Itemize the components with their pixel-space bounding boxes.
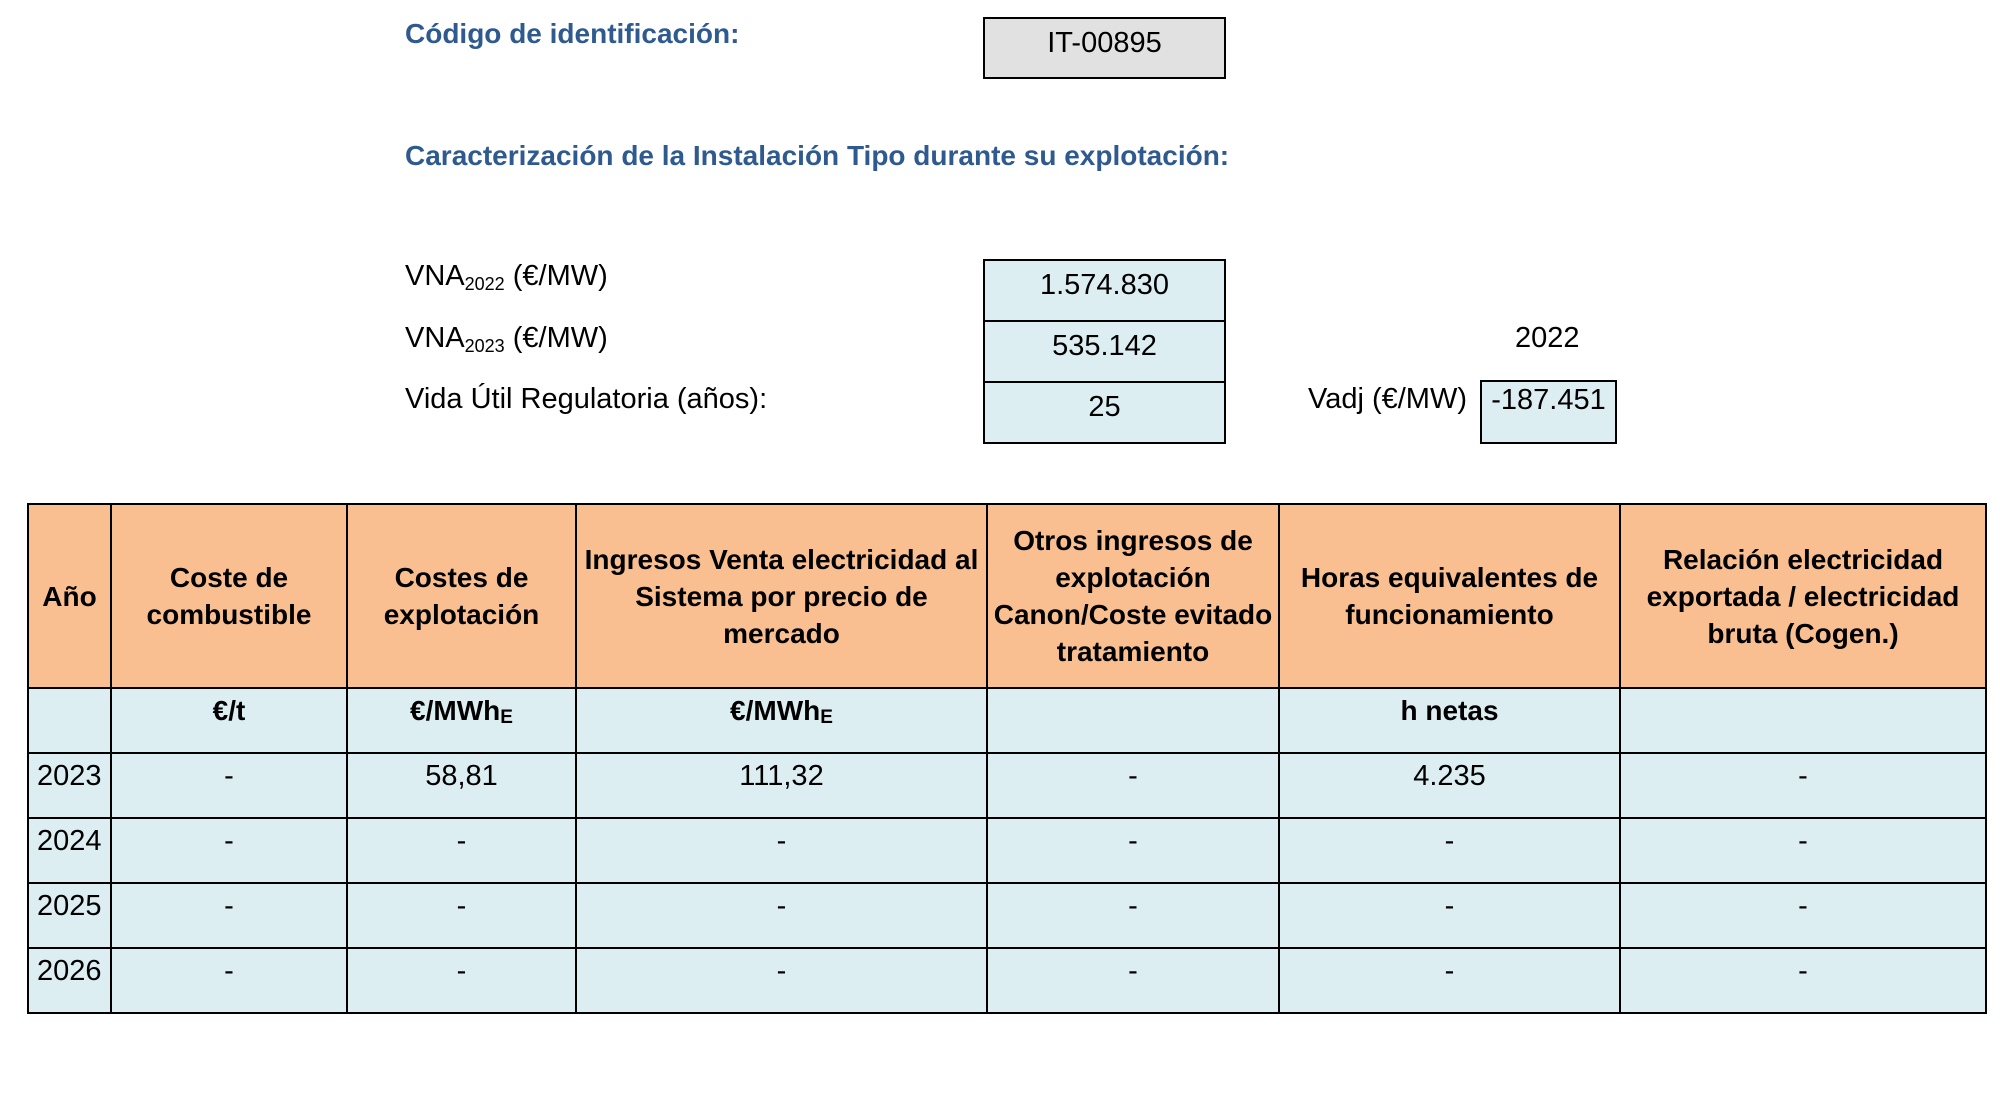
data-cell: -: [111, 753, 347, 818]
vna2023-value: 535.142: [983, 320, 1226, 383]
header-relacion-electricidad: Relación electricidad exportada / electricidad bruta (Cogen.): [1620, 504, 1986, 688]
data-cell: -: [1279, 883, 1620, 948]
vna2022-value: 1.574.830: [983, 259, 1226, 322]
vna2023-label: $VNA_{2023}$ (€/MW): [405, 322, 608, 356]
data-cell: -: [111, 948, 347, 1013]
vadj-label: Vadj (€/MW): [1308, 383, 1467, 415]
data-cell: -: [1279, 948, 1620, 1013]
data-cell: -: [576, 883, 987, 948]
data-cell: -: [1279, 818, 1620, 883]
data-cell: -: [987, 883, 1279, 948]
header-otros-ingresos: Otros ingresos de explotación Canon/Coste evitado tratamiento: [987, 504, 1279, 688]
unit-cell: €/t: [111, 688, 347, 753]
units-row: [28, 688, 1986, 753]
section-subtitle: Caracterización de la Instalación Tipo durante su explotación:: [405, 140, 1230, 171]
data-cell: -: [347, 948, 576, 1013]
unit-cell: €/MWhE: [347, 688, 576, 753]
year-cell: 2024: [28, 818, 111, 883]
vadj-value: -187.451: [1480, 380, 1617, 444]
id-label: Código de identificación:: [405, 18, 740, 49]
header-ingresos-venta: Ingresos Venta electricidad al Sistema por precio de mercado: [576, 504, 987, 688]
id-value-box: IT-00895: [983, 17, 1226, 79]
data-cell: -: [1620, 883, 1986, 948]
table-row: [28, 753, 1986, 818]
data-cell: 58,81: [347, 753, 576, 818]
table-row: [28, 948, 1986, 1013]
data-cell: -: [111, 818, 347, 883]
data-cell: -: [987, 818, 1279, 883]
data-cell: -: [576, 948, 987, 1013]
data-cell: -: [987, 948, 1279, 1013]
year-cell: 2023: [28, 753, 111, 818]
data-cell: -: [1620, 818, 1986, 883]
data-cell: 4.235: [1279, 753, 1620, 818]
table-row: [28, 818, 1986, 883]
unit-cell: [28, 688, 111, 753]
data-cell: -: [347, 818, 576, 883]
header-year: Año: [28, 504, 111, 688]
data-cell: -: [111, 883, 347, 948]
data-cell: -: [1620, 753, 1986, 818]
year-cell: 2026: [28, 948, 111, 1013]
data-cell: 111,32: [576, 753, 987, 818]
header-coste-combustible: Coste de combustible: [111, 504, 347, 688]
table-header-row: [28, 504, 1986, 688]
unit-cell: [1620, 688, 1986, 753]
year-cell: 2025: [28, 883, 111, 948]
unit-cell: €/MWhE: [576, 688, 987, 753]
data-cell: -: [987, 753, 1279, 818]
vida-util-label: Vida Útil Regulatoria (años):: [405, 383, 768, 415]
year-label: 2022: [1515, 322, 1580, 354]
data-cell: -: [576, 818, 987, 883]
data-cell: -: [1620, 948, 1986, 1013]
header-costes-explotacion: Costes de explotación: [347, 504, 576, 688]
unit-cell: [987, 688, 1279, 753]
header-horas-equivalentes: Horas equivalentes de funcionamiento: [1279, 504, 1620, 688]
table-row: [28, 883, 1986, 948]
unit-cell: h netas: [1279, 688, 1620, 753]
vida-util-value: 25: [983, 381, 1226, 444]
vna2022-label: $VNA_{2022}$ (€/MW): [405, 260, 608, 294]
data-table: [27, 503, 1987, 1014]
data-cell: -: [347, 883, 576, 948]
